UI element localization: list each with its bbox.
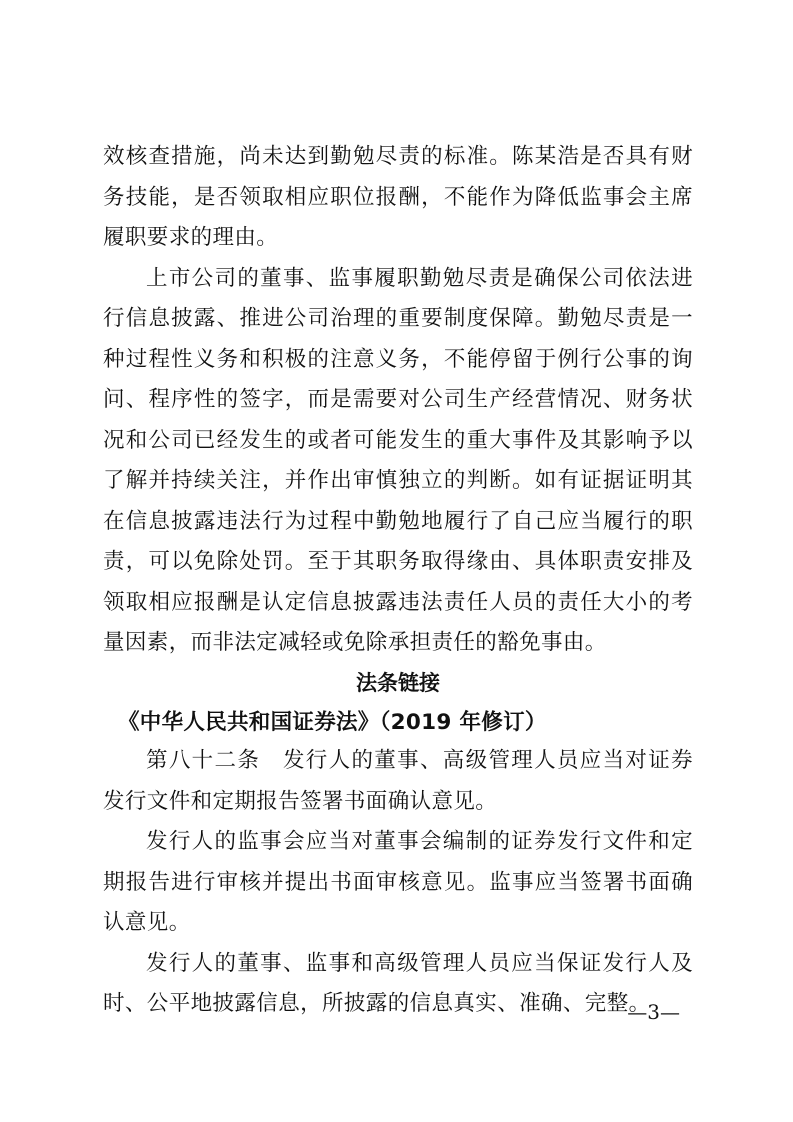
law-title: 《中华人民共和国证券法》（2019 年修订） bbox=[118, 710, 547, 735]
section-heading: 法条链接 bbox=[356, 671, 440, 695]
paragraph-continuation: 效核查措施，尚未达到勤勉尽责的标准。陈某浩是否具有财务技能，是否领取相应职位报酬，不能作为降低监事会主席履职要求的理由。 bbox=[103, 144, 693, 250]
body-text-lower bbox=[103, 741, 693, 1025]
paragraph-diligence: 上市公司的董事、监事履职勤勉尽责是确保公司依法进行信息披露、推进公司治理的重要制度保障。勤勉尽责是一种过程性义务和积极的注意义务，不能停留于例行公事的询问、程序性的签字，而是需要对公司生产经营情况、财务状况和公司已经发生的或者可能发生的重大事件及其影响予以了解并持续关注，并作出审慎独立的判断。如有证据证明其在信息披露违法行为过程中勤勉地履行了自己应当履行的职责，可以免除处罚。至于其职务取得缘由、具体职责安排及领取相应报酬是认定信息披露违法责任人员的责任大小的考量因素，而非法定减轻或免除承担责任的豁免事由。 bbox=[103, 265, 693, 655]
article-paragraph-2: 发行人的监事会应当对董事会编制的证券发行文件和定期报告进行审核并提出书面审核意见。监事应当签署书面确认意见。 bbox=[103, 829, 693, 935]
article-paragraph-3: 发行人的董事、监事和高级管理人员应当保证发行人及时、公平地披露信息，所披露的信息真实、准确、完整。 bbox=[103, 950, 693, 1016]
page-number: —3— bbox=[627, 1000, 680, 1024]
body-text-upper bbox=[103, 137, 693, 664]
article-paragraph-1: 第八十二条 发行人的董事、高级管理人员应当对证券发行文件和定期报告签署书面确认意见。 bbox=[103, 748, 693, 814]
